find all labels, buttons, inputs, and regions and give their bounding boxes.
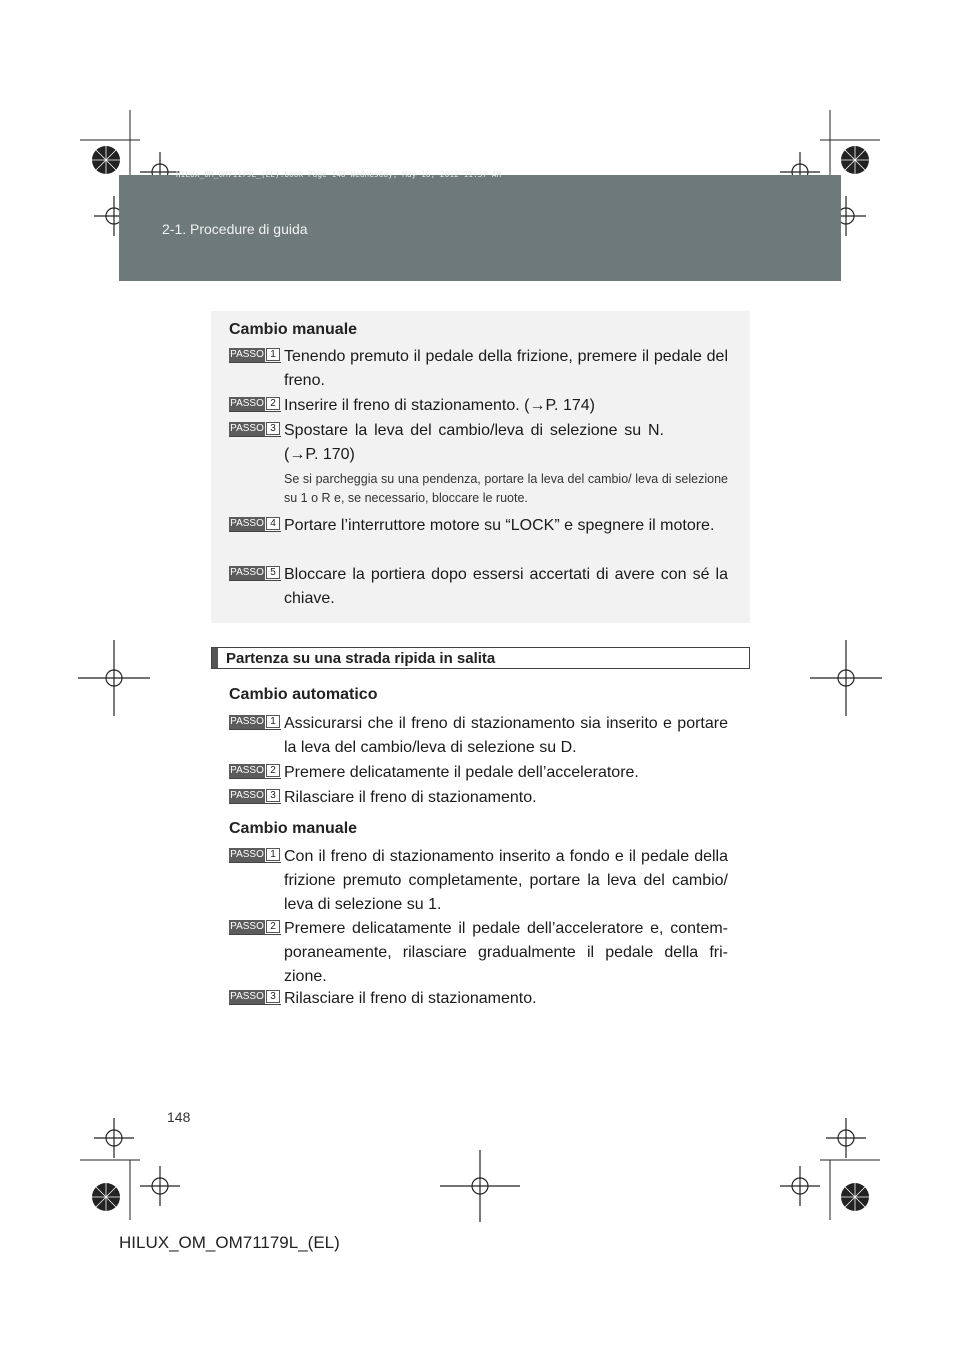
section-title: Partenza su una strada ripida in salita: [226, 650, 496, 667]
manual-step-1: Con il freno di stazionamento inserito a fondo e il pedale della frizione premuto completamente, portare la leva del cambio/ leva di selezione su 1.: [284, 848, 728, 913]
step-badge-number: 2: [266, 397, 280, 410]
step-badge-word: PASSO: [230, 765, 264, 776]
step-badge-word: PASSO: [230, 398, 264, 409]
step-badge-word: PASSO: [230, 849, 264, 860]
section-header-title: 2-1. Procedure di guida: [162, 221, 308, 237]
manual-step-3: Rilasciare il freno di stazionamento.: [284, 990, 537, 1007]
automatic-step-2: Premere delicatamente il pedale dell’acceleratore.: [284, 764, 639, 781]
section-title-bar: [211, 647, 750, 669]
step-badge-number: 3: [266, 789, 280, 802]
step-badge-number: 3: [266, 422, 280, 435]
step-badge-word: PASSO: [230, 991, 264, 1002]
step-badge: [229, 764, 281, 779]
step-badge-number: 5: [266, 566, 280, 579]
box-note: Se si parcheggia su una pendenza, portare la leva del cambio/ leva di selezione su 1 o R e, se necessario, bloccare le ruote.: [284, 472, 728, 505]
step-badge-number: 2: [266, 764, 280, 777]
automatic-step-1: Assicurarsi che il freno di stazionamento sia inserito e portare la leva del cambio/leva di selezione su D.: [284, 715, 728, 756]
page-number: 148: [167, 1109, 191, 1125]
box-step-5: Bloccare la portiera dopo essersi accertati di avere con sé la chiave.: [284, 566, 728, 607]
box-step-3: Spostare la leva del cambio/leva di selezione su N. (→P. 170): [284, 422, 664, 463]
section-title-accent: [212, 648, 218, 668]
step-badge-word: PASSO: [230, 921, 264, 932]
step-badge: [229, 566, 281, 581]
step-badge: [229, 789, 281, 804]
step-badge: [229, 990, 281, 1005]
step-badge-number: 1: [266, 348, 280, 361]
footer-document-code: HILUX_OM_OM71179L_(EL): [119, 1233, 340, 1252]
step-badge-number: 3: [266, 990, 280, 1003]
automatic-heading: Cambio automatico: [229, 686, 378, 703]
step-badge-number: 2: [266, 920, 280, 933]
step-badge-word: PASSO: [230, 790, 264, 801]
step-badge: [229, 348, 281, 363]
step-badge-word: PASSO: [230, 716, 264, 727]
step-badge: [229, 397, 281, 412]
step-badge-word: PASSO: [230, 518, 264, 529]
manual-step-2: Premere delicatamente il pedale dell’acceleratore e, contem- poraneamente, rilasciare gradualmente il pedale della fri- zione.: [284, 920, 728, 985]
step-badge: [229, 848, 281, 863]
book-info-line: HILUX_OM_OM71179L_(EL).book Page 148 Wednesday, May 16, 2012 11:37 AM: [176, 170, 502, 179]
step-badge-word: PASSO: [230, 349, 264, 360]
step-badge: [229, 517, 281, 532]
step-badge-word: PASSO: [230, 567, 264, 578]
box-heading: Cambio manuale: [229, 321, 358, 338]
box-step-4: Portare l’interruttore motore su “LOCK” e spegnere il motore.: [284, 517, 715, 534]
step-badge-number: 4: [266, 517, 280, 530]
box-step-2: Inserire il freno di stazionamento. (→P. 174): [284, 397, 595, 414]
step-badge-number: 1: [266, 848, 280, 861]
step-badge-word: PASSO: [230, 423, 264, 434]
step-badge: [229, 715, 281, 730]
step-badge: [229, 422, 281, 437]
manual-heading: Cambio manuale: [229, 820, 358, 837]
automatic-step-3: Rilasciare il freno di stazionamento.: [284, 789, 537, 806]
step-badge-number: 1: [266, 715, 280, 728]
step-badge: [229, 920, 281, 935]
box-step-1: Tenendo premuto il pedale della frizione, premere il pedale del freno.: [284, 348, 728, 389]
